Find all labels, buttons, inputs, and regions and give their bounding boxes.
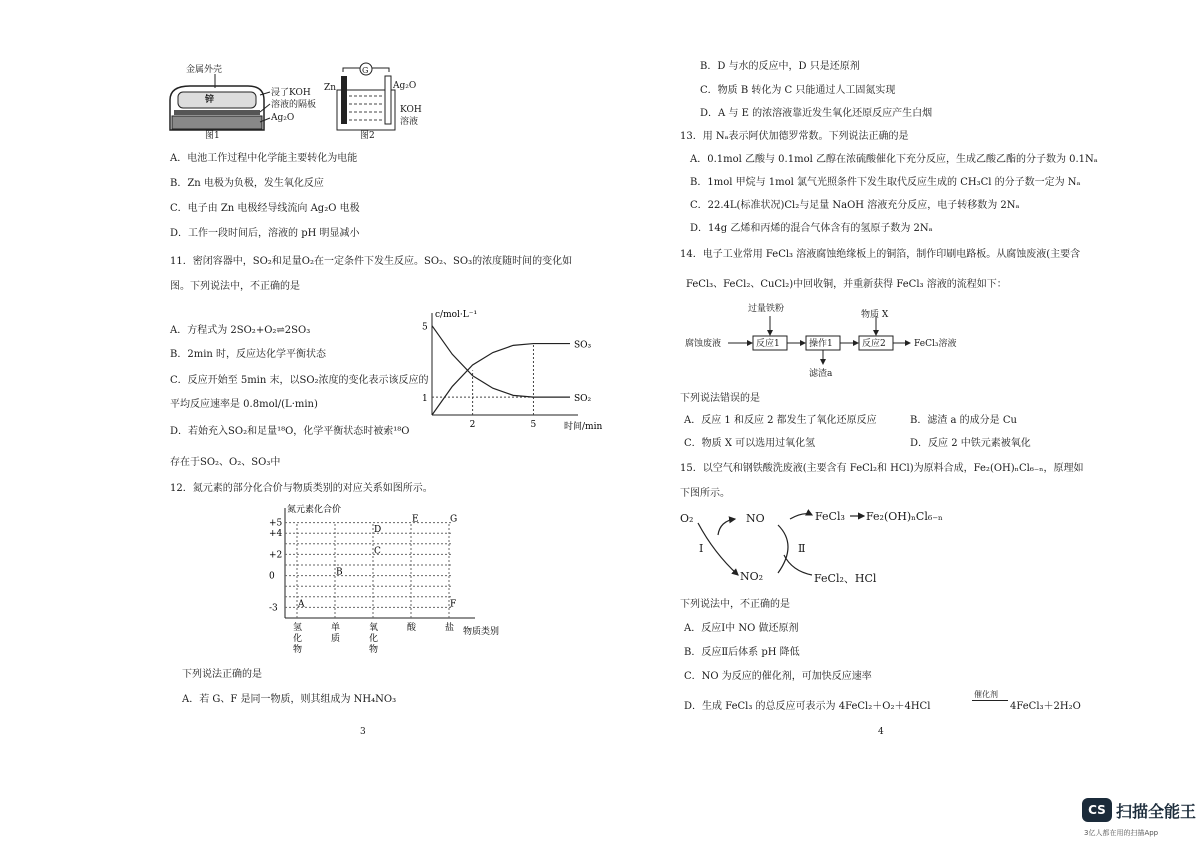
fig1-ag2o-label: Ag₂O: [271, 113, 295, 123]
flow-product: FeCl₃溶液: [914, 339, 957, 349]
flow-waste-liquid: 腐蚀废液: [685, 339, 722, 349]
nit-y-tick: 0: [269, 571, 275, 582]
nit-y-label: 氮元素化合价: [287, 505, 342, 515]
fig1-separator-label-2: 溶液的隔板: [271, 100, 317, 110]
fig1-shell-label: 金属外壳: [186, 65, 223, 75]
conc-series-0-label: SO₃: [574, 340, 592, 351]
q11-option-d-2: 存在于SO₂、O₂、SO₃中: [170, 457, 281, 468]
scanner-app-name: 扫描全能王: [1116, 802, 1197, 821]
q14-option-d: D．反应 2 中铁元素被氧化: [910, 438, 1031, 449]
q12-option-b: B．D 与水的反应中，D 只是还原剂: [700, 61, 860, 72]
flow-input-iron: 过量铁粉: [748, 304, 785, 314]
nit-category-0-label: 化: [293, 634, 303, 644]
fig2-ag2o-label: Ag₂O: [393, 81, 417, 91]
nit-category-2-label: 氧: [369, 623, 379, 633]
nit-category-2-label: 化: [369, 634, 379, 644]
nit-y-tick: +4: [269, 529, 283, 540]
q14-option-a: A．反应 1 和反应 2 都发生了氧化还原反应: [684, 415, 877, 426]
nit-point-A: A: [298, 599, 305, 610]
nit-y-tick: -3: [269, 603, 278, 614]
flow-reaction-2: 反应2: [862, 339, 886, 349]
q12-stem: 12．氮元素的部分化合价与物质类别的对应关系如图所示。: [170, 483, 433, 494]
fig2-koh-label-1: KOH: [400, 105, 422, 115]
cycle-label-ii: Ⅱ: [798, 542, 806, 555]
flow-residue: 滤渣a: [809, 369, 833, 379]
nit-y-tick: +5: [269, 518, 283, 529]
nit-category-4-label: 盐: [445, 623, 455, 633]
flow-material-x: 物质 X: [861, 310, 889, 320]
nit-category-2-label: 物: [369, 645, 379, 655]
q12-option-c: C．物质 B 转化为 C 只能通过人工固氮实现: [700, 85, 896, 96]
flow-operation-1: 操作1: [809, 339, 833, 349]
q13-option-b: B．1mol 甲烷与 1mol 氯气光照条件下发生取代反应生成的 CH₃Cl 的分子数一定为 Nₐ: [690, 177, 1081, 188]
q10-option-c: C．电子由 Zn 电极经导线流向 Ag₂O 电极: [170, 203, 360, 214]
q12-option-d: D．A 与 E 的浓溶液靠近发生氧化还原反应产生白烟: [700, 108, 933, 119]
nit-point-B: B: [336, 567, 343, 578]
conc-y-tick-5: 5: [422, 322, 428, 333]
fig1-separator-label-1: 浸了KOH: [271, 88, 311, 98]
fig2-galvanometer-label: G: [362, 66, 369, 75]
cycle-no: NO: [746, 512, 765, 525]
q15-stem-1: 15．以空气和钢铁酸洗废液(主要含有 FeCl₂和 HCl)为原料合成，Fe₂(OH)ₙCl₆₋ₙ，原理如: [680, 463, 1084, 474]
fig1-zinc-label: 锌: [205, 95, 215, 105]
q10-option-b: B．Zn 电极为负极，发生氧化反应: [170, 178, 324, 189]
fig1-caption: 图1: [205, 131, 220, 141]
conc-y-tick-1: 1: [422, 394, 428, 405]
nit-category-3-label: 酸: [407, 623, 417, 633]
fig2-caption: 图2: [360, 131, 375, 141]
q11-option-a: A．方程式为 2SO₂+O₂⇌2SO₃: [170, 325, 311, 336]
q13-option-d: D．14g 乙烯和丙烯的混合气体含有的氢原子数为 2Nₐ: [690, 223, 933, 234]
fig2-koh-label-2: 溶液: [400, 117, 419, 127]
q12-question: 下列说法正确的是: [182, 669, 262, 680]
q15-stem-2: 下图所示。: [680, 488, 730, 499]
q15-option-a: A．反应Ⅰ中 NO 做还原剂: [684, 623, 799, 634]
nit-category-1-label: 单: [331, 623, 341, 633]
q14-option-c: C．物质 X 可以选用过氧化氢: [684, 438, 816, 449]
cycle-product: Fe₂(OH)ₙCl₆₋ₙ: [866, 510, 943, 523]
cycle-reactants: FeCl₂、HCl: [814, 572, 877, 585]
nit-point-D: D: [374, 525, 382, 536]
q14-stem-1: 14．电子工业常用 FeCl₃ 溶液腐蚀绝缘板上的铜箔，制作印刷电路板。从腐蚀废液(主要含: [680, 249, 1081, 260]
q12-option-a: A．若 G、F 是同一物质，则其组成为 NH₄NO₃: [182, 694, 397, 705]
nit-y-tick: +2: [269, 550, 283, 561]
q11-option-d-1: D．若始充入SO₂和足量¹⁸O，化学平衡状态时被索¹⁸O: [170, 426, 410, 437]
q10-option-d: D．工作一段时间后，溶液的 pH 明显减小: [170, 228, 360, 239]
scanner-app-logo: CS: [1082, 798, 1112, 822]
q14-stem-2: FeCl₃、FeCl₂、CuCl₂)中回收铜，并重新获得 FeCl₃ 溶液的流程如下：: [686, 279, 1007, 290]
nit-category-0-label: 氢: [293, 623, 303, 633]
q11-option-c-1: C．反应开始至 5min 末，以SO₂浓度的变化表示该反应的: [170, 375, 429, 386]
nit-point-G: G: [450, 514, 458, 525]
nit-x-label: 物质类别: [463, 627, 500, 637]
conc-x-tick-2: 2: [469, 420, 476, 430]
page-number-left: 3: [360, 727, 366, 737]
q15-option-d-prefix: D．生成 FeCl₃ 的总反应可表示为 4FeCl₂＋O₂＋4HCl: [684, 701, 931, 712]
flow-reaction-1: 反应1: [756, 339, 780, 349]
fig2-zn-label: Zn: [324, 83, 337, 93]
conc-x-tick-5: 5: [530, 420, 537, 430]
nitrogen-valence-chart: [255, 500, 500, 660]
q13-option-a: A．0.1mol 乙酸与 0.1mol 乙醇在浓硫酸催化下充分反应，生成乙酸乙酯的分子数为 0.1Nₐ: [690, 154, 1098, 165]
nit-point-C: C: [374, 546, 381, 557]
scanner-app-slogan: 3亿人都在用的扫描App: [1084, 829, 1159, 837]
conc-x-label: 时间/min: [564, 422, 603, 432]
q15-reaction-arrow: [972, 700, 1008, 701]
cycle-no2: NO₂: [740, 570, 764, 583]
q15-option-c: C．NO 为反应的催化剂，可加快反应速率: [684, 671, 872, 682]
q13-option-c: C．22.4L(标准状况)Cl₂与足量 NaOH 溶液充分反应，电子转移数为 2Nₐ: [690, 200, 1020, 211]
q15-option-b: B．反应Ⅱ后体系 pH 降低: [684, 647, 800, 658]
concentration-time-chart: [410, 305, 603, 435]
page-number-right: 4: [878, 727, 884, 737]
cycle-label-i: Ⅰ: [699, 542, 704, 555]
nit-category-0-label: 物: [293, 645, 303, 655]
right-page: [600, 0, 1200, 847]
q15-option-d-suffix: 4FeCl₃＋2H₂O: [1010, 701, 1081, 712]
q14-option-b: B．滤渣 a 的成分是 Cu: [910, 415, 1017, 426]
nit-point-F: F: [450, 599, 457, 610]
q10-option-a: A．电池工作过程中化学能主要转化为电能: [170, 153, 358, 164]
nit-category-1-label: 质: [331, 634, 341, 644]
scanner-app-watermark: [1082, 798, 1197, 840]
nit-point-E: E: [412, 514, 419, 525]
conc-y-label: c/mol·L⁻¹: [435, 310, 478, 320]
q15-catalyst-label: 催化剂: [974, 690, 998, 699]
q15-question: 下列说法中，不正确的是: [680, 599, 790, 610]
cycle-o2: O₂: [680, 512, 694, 525]
conc-series-1-label: SO₂: [574, 394, 592, 405]
q11-option-b: B．2min 时，反应达化学平衡状态: [170, 349, 327, 360]
q11-stem-2: 图。下列说法中，不正确的是: [170, 281, 300, 292]
cycle-fecl3: FeCl₃: [815, 510, 845, 523]
q11-stem-1: 11．密闭容器中，SO₂和足量O₂在一定条件下发生反应。SO₂、SO₃的浓度随时间的变化如: [170, 256, 573, 267]
q11-option-c-2: 平均反应速率是 0.8mol/(L·min): [170, 399, 318, 410]
q13-stem: 13．用 Nₐ表示阿伏加德罗常数。下列说法正确的是: [680, 131, 909, 142]
q14-question: 下列说法错误的是: [680, 393, 760, 404]
